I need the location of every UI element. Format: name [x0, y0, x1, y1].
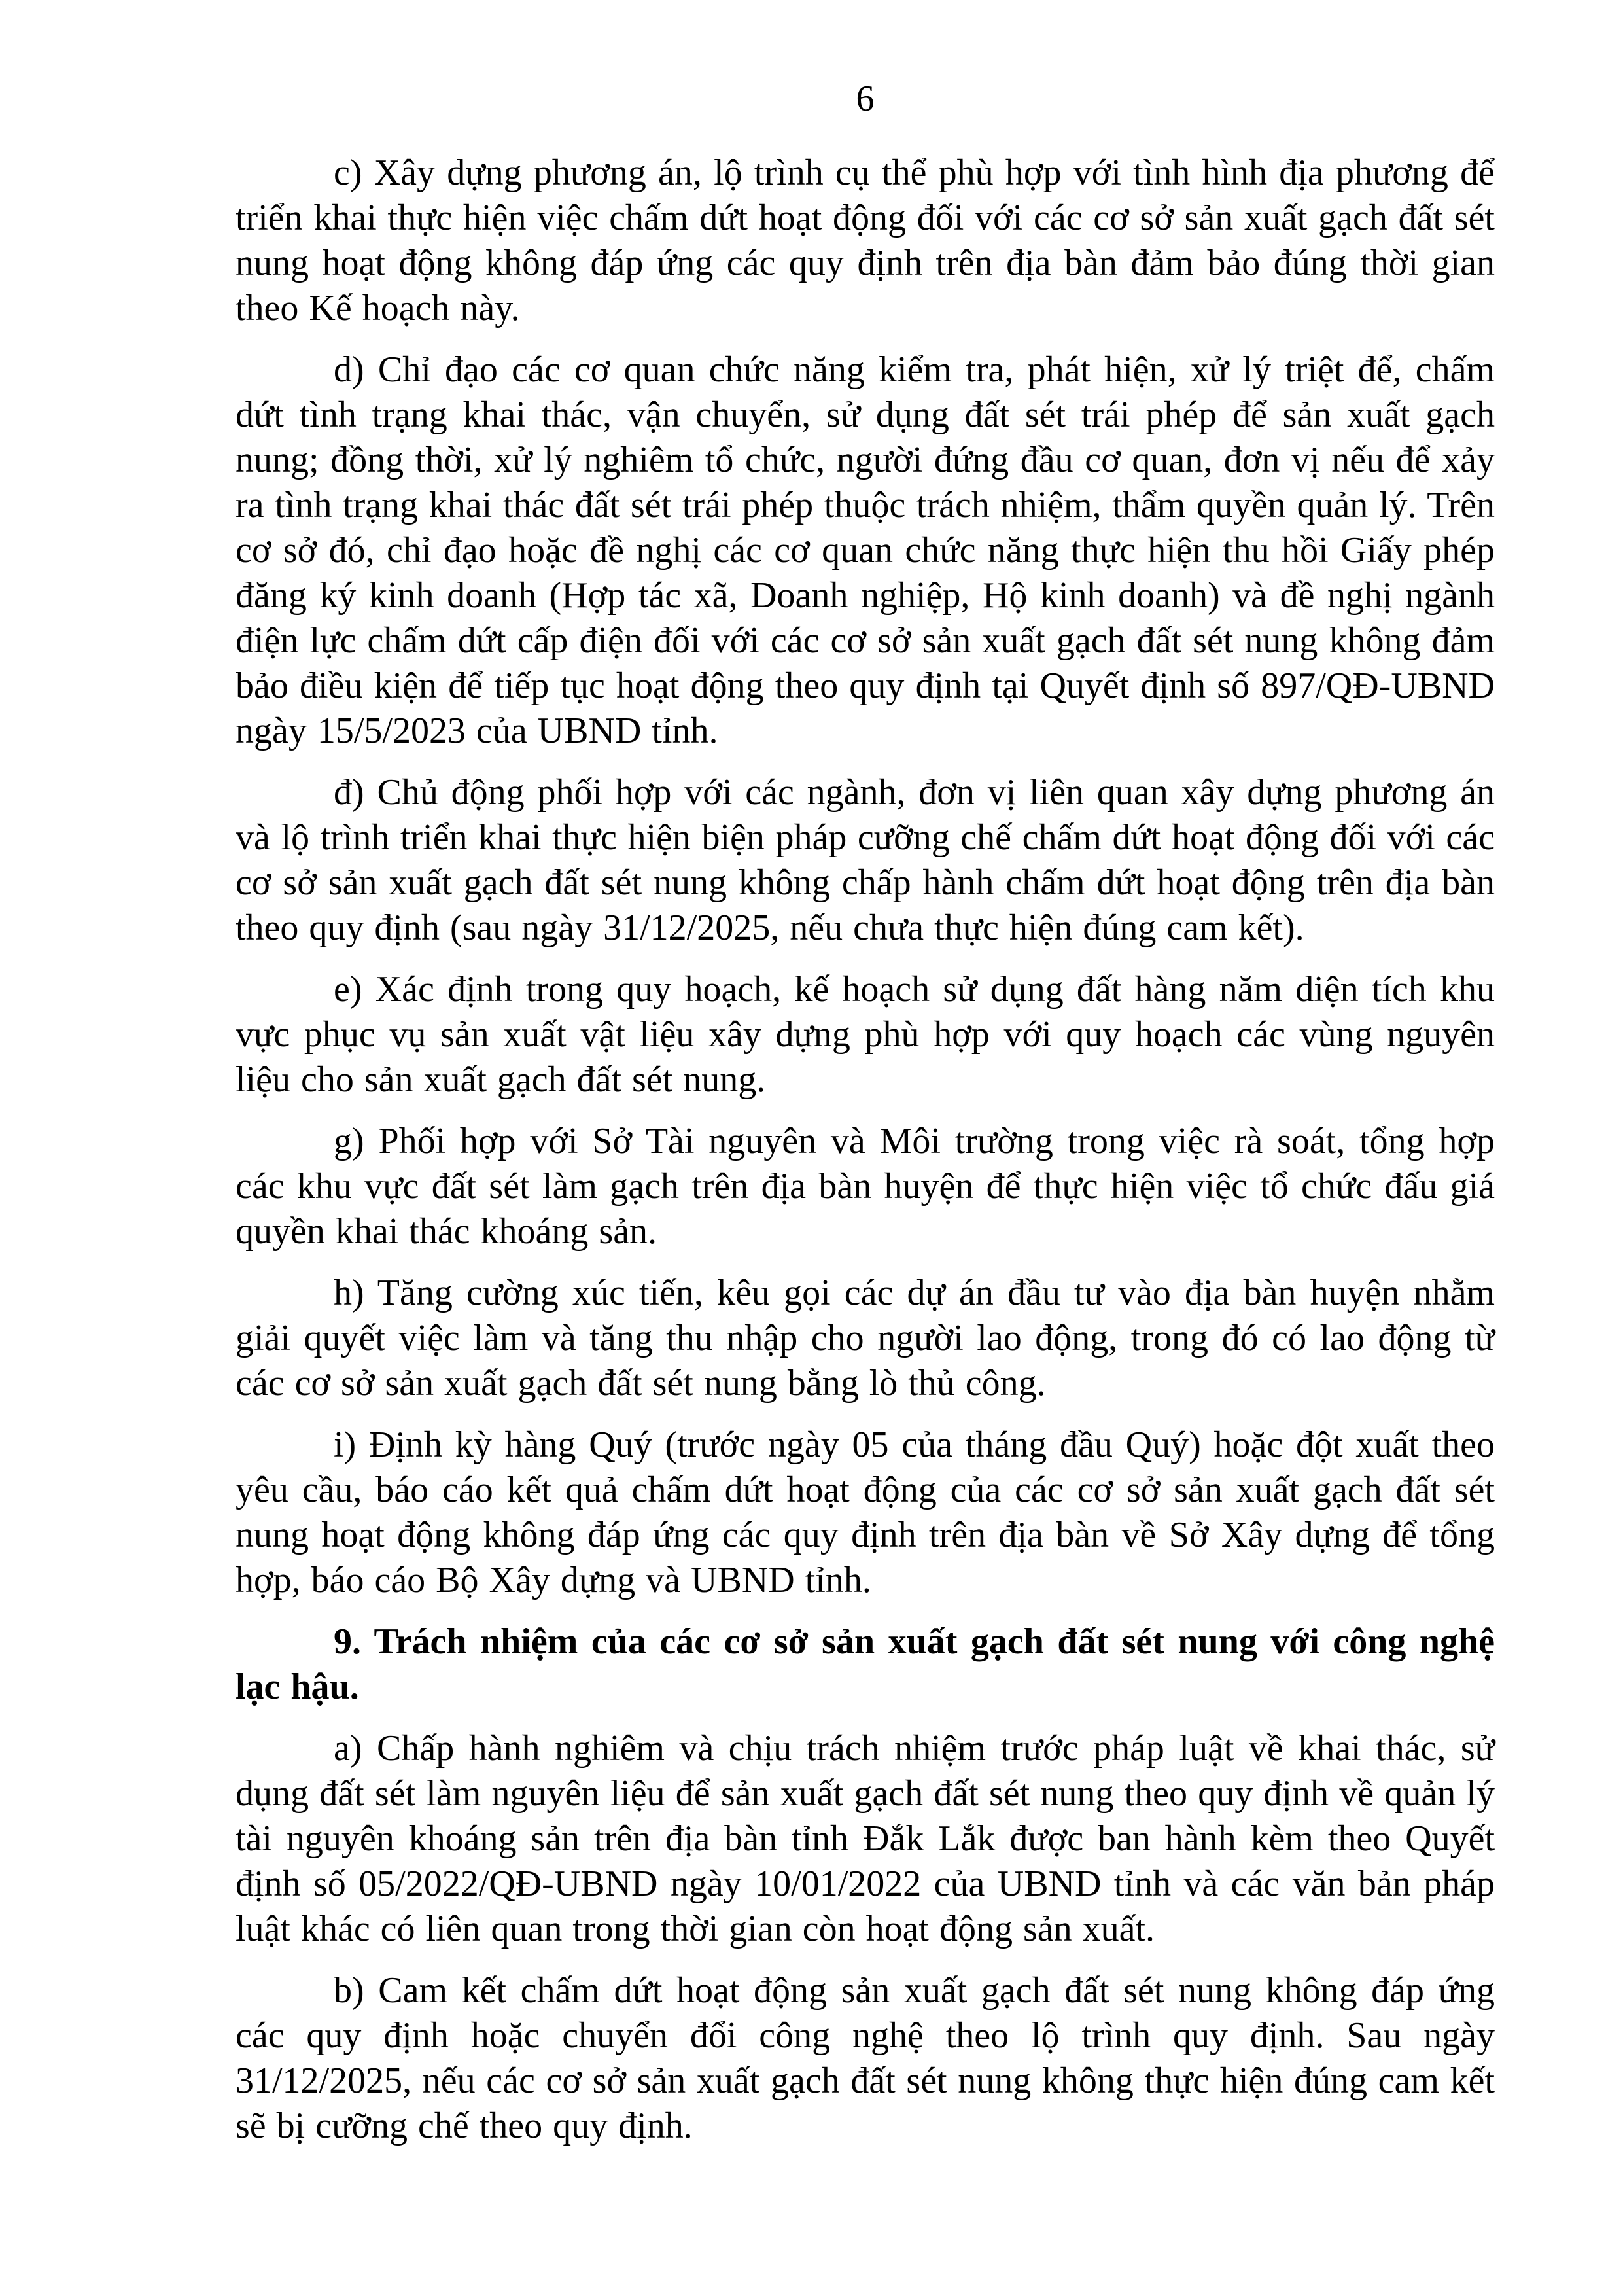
paragraph-i: i) Định kỳ hàng Quý (trước ngày 05 của tháng đầu Quý) hoặc đột xuất theo yêu cầu, báo cáo kết quả chấm dứt hoạt động của các cơ sở sản xuất gạch đất sét nung hoạt động không đáp ứng các quy định trên địa bàn về Sở Xây dựng để tổng hợp, báo cáo Bộ Xây dựng và UBND tỉnh. — [236, 1424, 1495, 1600]
paragraph-e: e) Xác định trong quy hoạch, kế hoạch sử dụng đất hàng năm diện tích khu vực phục vụ sản xuất vật liệu xây dựng phù hợp với quy hoạch các vùng nguyên liệu cho sản xuất gạch đất sét nung. — [236, 969, 1495, 1100]
paragraph-h: h) Tăng cường xúc tiến, kêu gọi các dự án đầu tư vào địa bàn huyện nhằm giải quyết việc làm và tăng thu nhập cho người lao động, trong đó có lao động từ các cơ sở sản xuất gạch đất sét nung bằng lò thủ công. — [236, 1273, 1495, 1404]
page-number: 6 — [856, 79, 875, 119]
paragraph-b: b) Cam kết chấm dứt hoạt động sản xuất gạch đất sét nung không đáp ứng các quy định hoặc chuyển đổi công nghệ theo lộ trình quy định. Sau ngày 31/12/2025, nếu các cơ sở sản xuất gạch đất sét nung không thực hiện đúng cam kết sẽ bị cưỡng chế theo quy định. — [236, 1970, 1495, 2146]
paragraph-dd: đ) Chủ động phối hợp với các ngành, đơn vị liên quan xây dựng phương án và lộ trình triển khai thực hiện biện pháp cưỡng chế chấm dứt hoạt động đối với các cơ sở sản xuất gạch đất sét nung không chấp hành chấm dứt hoạt động trên địa bàn theo quy định (sau ngày 31/12/2025, nếu chưa thực hiện đúng cam kết). — [236, 772, 1495, 948]
paragraph-d: d) Chỉ đạo các cơ quan chức năng kiểm tra, phát hiện, xử lý triệt để, chấm dứt tình trạng khai thác, vận chuyển, sử dụng đất sét trái phép để sản xuất gạch nung; đồng thời, xử lý nghiêm tổ chức, người đứng đầu cơ quan, đơn vị nếu để xảy ra tình trạng khai thác đất sét trái phép thuộc trách nhiệm, thẩm quyền quản lý. Trên cơ sở đó, chỉ đạo hoặc đề nghị các cơ quan chức năng thực hiện thu hồi Giấy phép đăng ký kinh doanh (Hợp tác xã, Doanh nghiệp, Hộ kinh doanh) và đề nghị ngành điện lực chấm dứt cấp điện đối với các cơ sở sản xuất gạch đất sét nung không đảm bảo điều kiện để tiếp tục hoạt động theo quy định tại Quyết định số 897/QĐ-UBND ngày 15/5/2023 của UBND tỉnh. — [236, 349, 1495, 751]
paragraph-g: g) Phối hợp với Sở Tài nguyên và Môi trường trong việc rà soát, tổng hợp các khu vực đất sét làm gạch trên địa bàn huyện để thực hiện việc tổ chức đấu giá quyền khai thác khoáng sản. — [236, 1121, 1495, 1252]
paragraph-c: c) Xây dựng phương án, lộ trình cụ thể phù hợp với tình hình địa phương để triển khai thực hiện việc chấm dứt hoạt động đối với các cơ sở sản xuất gạch đất sét nung hoạt động không đáp ứng các quy định trên địa bàn đảm bảo đúng thời gian theo Kế hoạch này. — [236, 152, 1495, 328]
section-9-heading: 9. Trách nhiệm của các cơ sở sản xuất gạch đất sét nung với công nghệ lạc hậu. — [236, 1621, 1495, 1707]
paragraph-a: a) Chấp hành nghiêm và chịu trách nhiệm trước pháp luật về khai thác, sử dụng đất sét làm nguyên liệu để sản xuất gạch đất sét nung theo quy định về quản lý tài nguyên khoáng sản trên địa bàn tỉnh Đắk Lắk được ban hành kèm theo Quyết định số 05/2022/QĐ-UBND ngày 10/01/2022 của UBND tỉnh và các văn bản pháp luật khác có liên quan trong thời gian còn hoạt động sản xuất. — [236, 1728, 1495, 1949]
